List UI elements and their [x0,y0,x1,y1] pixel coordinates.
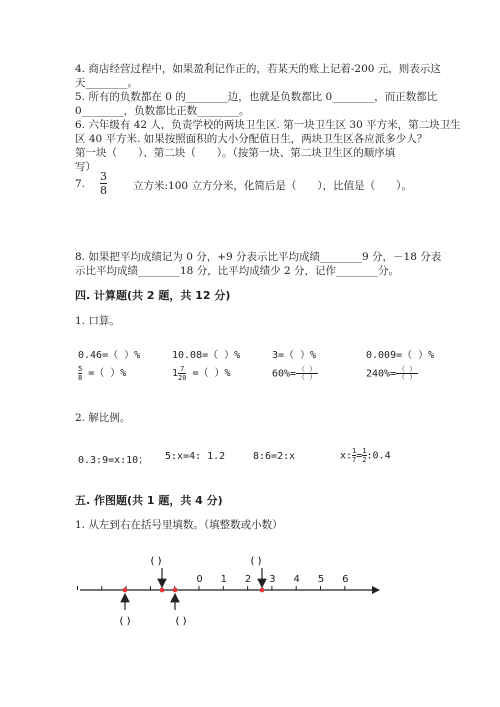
q6-line1: 6. 六年级有 42 人，负责学校的两块卫生区. 第一块卫生区 30 平方米，第二块卫生 [75,119,461,131]
ratio-4-d1: 7 [352,456,357,464]
calc-r2-a-num: 5 [78,364,83,373]
marked-point-1 [123,588,128,593]
q6-line2: 区 40 平方米. 如果按照面积的大小分配值日生，两块卫生区各应派多少人？ [75,133,428,145]
ratio-4-mid: = [356,450,363,462]
calc-r2-b-whole: 1 [172,368,179,379]
q4-line2: 天________。 [75,77,138,89]
calc-r2-a-tail: =（ ）% [88,368,127,379]
q8-line1: 8. 如果把平均成绩记为 0 分，+9 分表示比平均成绩________9 分，－18 分表 [75,251,442,263]
calc-r2-b-tail: =（ ）% [192,368,231,379]
ratio-3: 8:6=2:x [253,451,296,462]
number-line-label: 3 [269,574,276,585]
number-line-label: 2 [244,574,252,585]
q6-line3: 第一块（ ）、第二块（ ）。（按第一块、第二块卫生区的顺序填 [75,147,396,159]
calc-r2-c-den: （ ） [297,373,317,381]
q5-line1: 5. 所有的负数都在 0 的________边，也就是负数都比 0________，而正数都比 [75,91,438,103]
calc-r2-c-num: （ ） [297,365,317,373]
number-line-label: 0 [196,574,203,585]
section5-title: 五. 作图题(共 1 题，共 4 分) [75,494,223,507]
ratio-4-tail: :0.4 [366,450,391,462]
paren-bottom-a: ( ) [119,616,131,627]
calc-r1-b: 10.08=（ ）% [172,350,241,361]
number-line-arrowhead [372,586,380,594]
q8-line2: 示比平均成绩________18 分，比平均成绩少 2 分，记作________分。 [75,265,400,277]
paren-top-a: ( ) [150,556,162,567]
ratio-4-head: x: [340,450,353,462]
number-line [0,550,500,640]
ratio-4-n2: 1 [362,447,367,455]
q4-line1: 4. 商店经营过程中，如果盈利记作正的，若某天的账上记着-200 元，则表示这 [75,63,441,75]
ratio-4-d2: 2 [362,456,367,464]
marked-point-3 [173,588,178,593]
calc-r2-d [366,366,418,381]
ratio-4-n1: 1 [352,447,357,455]
q7-fraction [100,170,107,197]
calc-r2-a [78,364,126,382]
q7-number: 7. [75,178,86,190]
q7-frac-num: 3 [100,170,107,183]
calc-r2-b [172,364,231,382]
section4-sub1: 1. 口算。 [75,315,120,327]
q6-line4: 写） [75,161,96,173]
marked-point-2 [160,588,165,593]
paren-top-b: ( ) [250,556,262,567]
calc-r2-d-head: 240%= [366,368,397,380]
number-line-label: 6 [342,574,349,585]
calc-r2-b-den: 20 [178,373,187,382]
number-line-label: 4 [293,574,300,585]
section4-title: 四. 计算题(共 2 题，共 12 分) [75,289,231,302]
calc-r1-c: 3=（ ）% [272,350,317,361]
ratio-2: 5:x=4: 1.2 [165,451,226,462]
calc-r2-a-den: 8 [78,373,83,382]
q7-text: 立方米:100 立方分米，化简后是（ ），比值是（ ）。 [133,180,412,192]
calc-r2-c [272,366,318,381]
section5-sub1: 1. 从左到右在括号里填数。（填整数或小数） [75,519,283,531]
calc-r2-b-num: 7 [180,364,185,373]
paren-bottom-b: ( ) [175,616,187,627]
q5-line2: 0________，负数都比正数________。 [75,105,250,117]
calc-r1-d: 0.009=（ ）% [366,350,435,361]
q7-frac-den: 8 [100,184,107,197]
section4-sub2: 2. 解比例。 [75,412,131,424]
number-line-label: 1 [220,574,227,585]
marked-point-4 [260,588,265,593]
ratio-4 [340,447,391,464]
calc-r2-c-head: 60%= [272,368,297,380]
ratio-1: 0.3:9=x:10； [78,455,149,466]
calc-r1-a: 0.46=（ ）% [78,350,141,361]
calc-r2-d-num: （ ） [398,365,417,373]
number-line-label: 5 [317,574,325,585]
calc-r2-d-den: （ ） [398,373,417,381]
